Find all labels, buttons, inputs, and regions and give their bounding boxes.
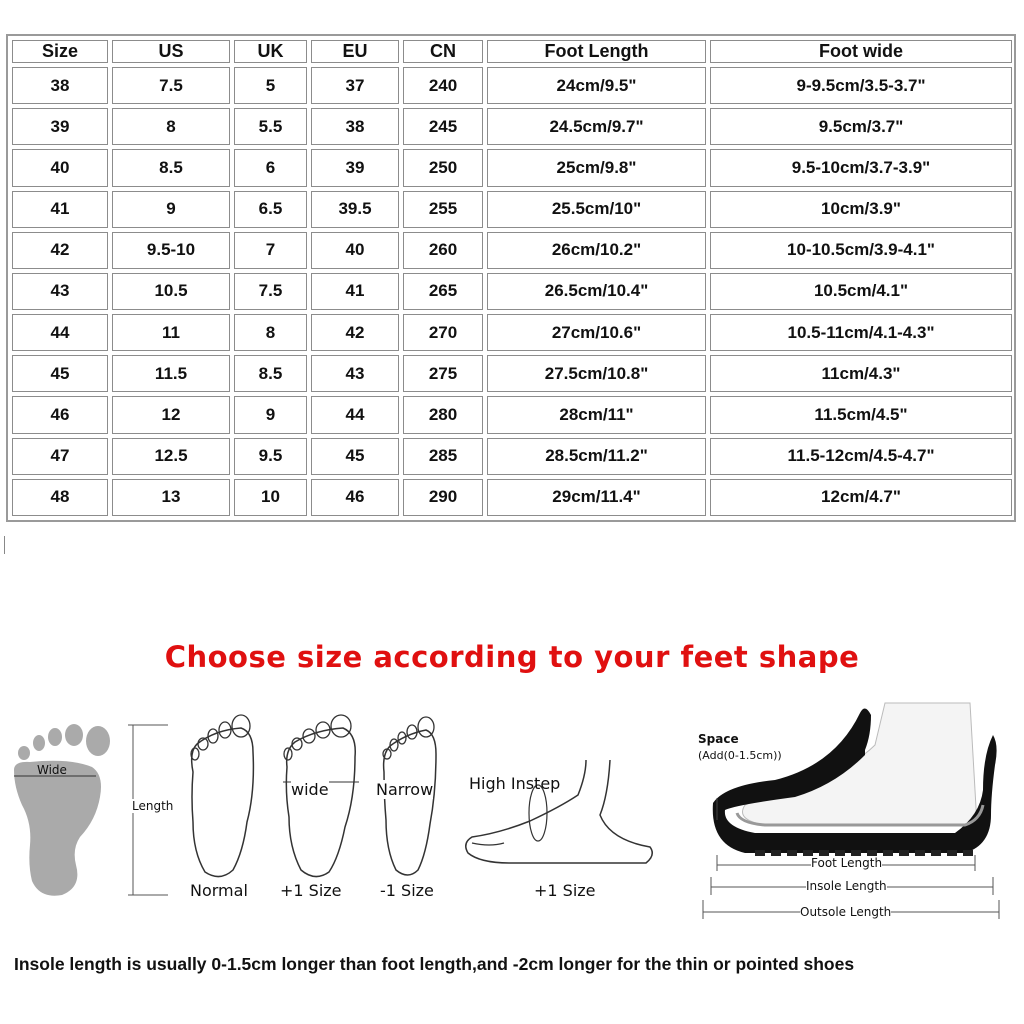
table-cell: 10-10.5cm/3.9-4.1" xyxy=(710,232,1012,269)
table-cell: 44 xyxy=(12,314,108,351)
table-cell: 42 xyxy=(12,232,108,269)
space-note-label: (Add(0-1.5cm)) xyxy=(698,749,782,762)
table-cell: 45 xyxy=(12,355,108,392)
table-cell: 40 xyxy=(311,232,399,269)
table-cell: 9.5-10cm/3.7-3.9" xyxy=(710,149,1012,186)
table-cell: 26.5cm/10.4" xyxy=(487,273,706,310)
table-cell: 275 xyxy=(403,355,483,392)
table-row xyxy=(12,191,1012,228)
table-cell: 28cm/11" xyxy=(487,396,706,433)
table-cell: 39 xyxy=(311,149,399,186)
table-cell: 27cm/10.6" xyxy=(487,314,706,351)
table-cell: 9.5cm/3.7" xyxy=(710,108,1012,145)
table-cell: 9 xyxy=(112,191,230,228)
table-cell: 13 xyxy=(112,479,230,516)
normal-foot-icon xyxy=(175,712,265,882)
table-cell: 27.5cm/10.8" xyxy=(487,355,706,392)
header-uk: UK xyxy=(234,40,307,63)
table-cell: 43 xyxy=(12,273,108,310)
table-row xyxy=(12,438,1012,475)
table-cell: 11.5cm/4.5" xyxy=(710,396,1012,433)
table-cell: 11 xyxy=(112,314,230,351)
table-cell: 39 xyxy=(12,108,108,145)
narrow-shape-label: Narrow xyxy=(376,780,434,799)
table-cell: 29cm/11.4" xyxy=(487,479,706,516)
table-cell: 43 xyxy=(311,355,399,392)
table-cell: 5 xyxy=(234,67,307,104)
header-size: Size xyxy=(12,40,108,63)
table-cell: 240 xyxy=(403,67,483,104)
table-cell: 6.5 xyxy=(234,191,307,228)
table-row xyxy=(12,232,1012,269)
table-cell: 7.5 xyxy=(112,67,230,104)
table-cell: 245 xyxy=(403,108,483,145)
table-cell: 9.5 xyxy=(234,438,307,475)
table-cell: 38 xyxy=(311,108,399,145)
divider xyxy=(4,536,5,554)
table-cell: 8.5 xyxy=(234,355,307,392)
table-cell: 255 xyxy=(403,191,483,228)
outsole-length-label: Outsole Length xyxy=(800,905,892,919)
size-chart-table xyxy=(6,34,1016,522)
length-label: Length xyxy=(132,799,174,813)
table-row xyxy=(12,396,1012,433)
table-cell: 41 xyxy=(311,273,399,310)
table-row xyxy=(12,149,1012,186)
table-row xyxy=(12,355,1012,392)
narrow-size-label: -1 Size xyxy=(380,881,434,900)
wide-size-label: +1 Size xyxy=(280,881,342,900)
table-cell: 10cm/3.9" xyxy=(710,191,1012,228)
table-cell: 6 xyxy=(234,149,307,186)
table-cell: 10 xyxy=(234,479,307,516)
table-cell: 8 xyxy=(234,314,307,351)
table-cell: 47 xyxy=(12,438,108,475)
table-cell: 44 xyxy=(311,396,399,433)
table-cell: 8 xyxy=(112,108,230,145)
table-header-row xyxy=(12,40,1012,63)
table-cell: 9.5-10 xyxy=(112,232,230,269)
table-cell: 42 xyxy=(311,314,399,351)
table-cell: 9-9.5cm/3.5-3.7" xyxy=(710,67,1012,104)
table-cell: 46 xyxy=(311,479,399,516)
table-row xyxy=(12,273,1012,310)
table-cell: 12.5 xyxy=(112,438,230,475)
insole-note: Insole length is usually 0-1.5cm longer than foot length,and -2cm longer for the thin or pointed shoes xyxy=(14,954,855,974)
table-row xyxy=(12,67,1012,104)
table-cell: 7 xyxy=(234,232,307,269)
table-cell: 37 xyxy=(311,67,399,104)
table-cell: 270 xyxy=(403,314,483,351)
table-cell: 48 xyxy=(12,479,108,516)
wide-label: Wide xyxy=(37,763,67,777)
wide-shape-label: wide xyxy=(291,780,329,799)
table-cell: 265 xyxy=(403,273,483,310)
table-cell: 10.5-11cm/4.1-4.3" xyxy=(710,314,1012,351)
header-us: US xyxy=(112,40,230,63)
table-cell: 7.5 xyxy=(234,273,307,310)
table-cell: 10.5cm/4.1" xyxy=(710,273,1012,310)
table-cell: 24.5cm/9.7" xyxy=(487,108,706,145)
table-cell: 5.5 xyxy=(234,108,307,145)
table-cell: 25.5cm/10" xyxy=(487,191,706,228)
table-cell: 45 xyxy=(311,438,399,475)
table-row xyxy=(12,314,1012,351)
high-instep-size-label: +1 Size xyxy=(534,881,596,900)
table-cell: 38 xyxy=(12,67,108,104)
table-cell: 260 xyxy=(403,232,483,269)
header-foot-length: Foot Length xyxy=(487,40,706,63)
table-cell: 285 xyxy=(403,438,483,475)
header-eu: EU xyxy=(311,40,399,63)
table-cell: 24cm/9.5" xyxy=(487,67,706,104)
header-cn: CN xyxy=(403,40,483,63)
table-cell: 8.5 xyxy=(112,149,230,186)
table-cell: 26cm/10.2" xyxy=(487,232,706,269)
insole-length-label: Insole Length xyxy=(806,879,887,893)
high-instep-label: High Instep xyxy=(469,774,561,793)
table-cell: 11.5 xyxy=(112,355,230,392)
table-cell: 25cm/9.8" xyxy=(487,149,706,186)
table-cell: 12cm/4.7" xyxy=(710,479,1012,516)
normal-label: Normal xyxy=(190,881,248,900)
table-cell: 11cm/4.3" xyxy=(710,355,1012,392)
table-cell: 10.5 xyxy=(112,273,230,310)
guide-title: Choose size according to your feet shape xyxy=(164,640,860,674)
table-cell: 280 xyxy=(403,396,483,433)
table-row xyxy=(12,479,1012,516)
table-cell: 46 xyxy=(12,396,108,433)
table-cell: 290 xyxy=(403,479,483,516)
table-cell: 9 xyxy=(234,396,307,433)
table-cell: 11.5-12cm/4.5-4.7" xyxy=(710,438,1012,475)
table-cell: 28.5cm/11.2" xyxy=(487,438,706,475)
table-cell: 40 xyxy=(12,149,108,186)
table-cell: 12 xyxy=(112,396,230,433)
table-cell: 39.5 xyxy=(311,191,399,228)
header-foot-wide: Foot wide xyxy=(710,40,1012,63)
foot-length-label: Foot Length xyxy=(811,856,883,870)
table-cell: 250 xyxy=(403,149,483,186)
space-label: Space xyxy=(698,732,739,746)
table-row xyxy=(12,108,1012,145)
table-cell: 41 xyxy=(12,191,108,228)
